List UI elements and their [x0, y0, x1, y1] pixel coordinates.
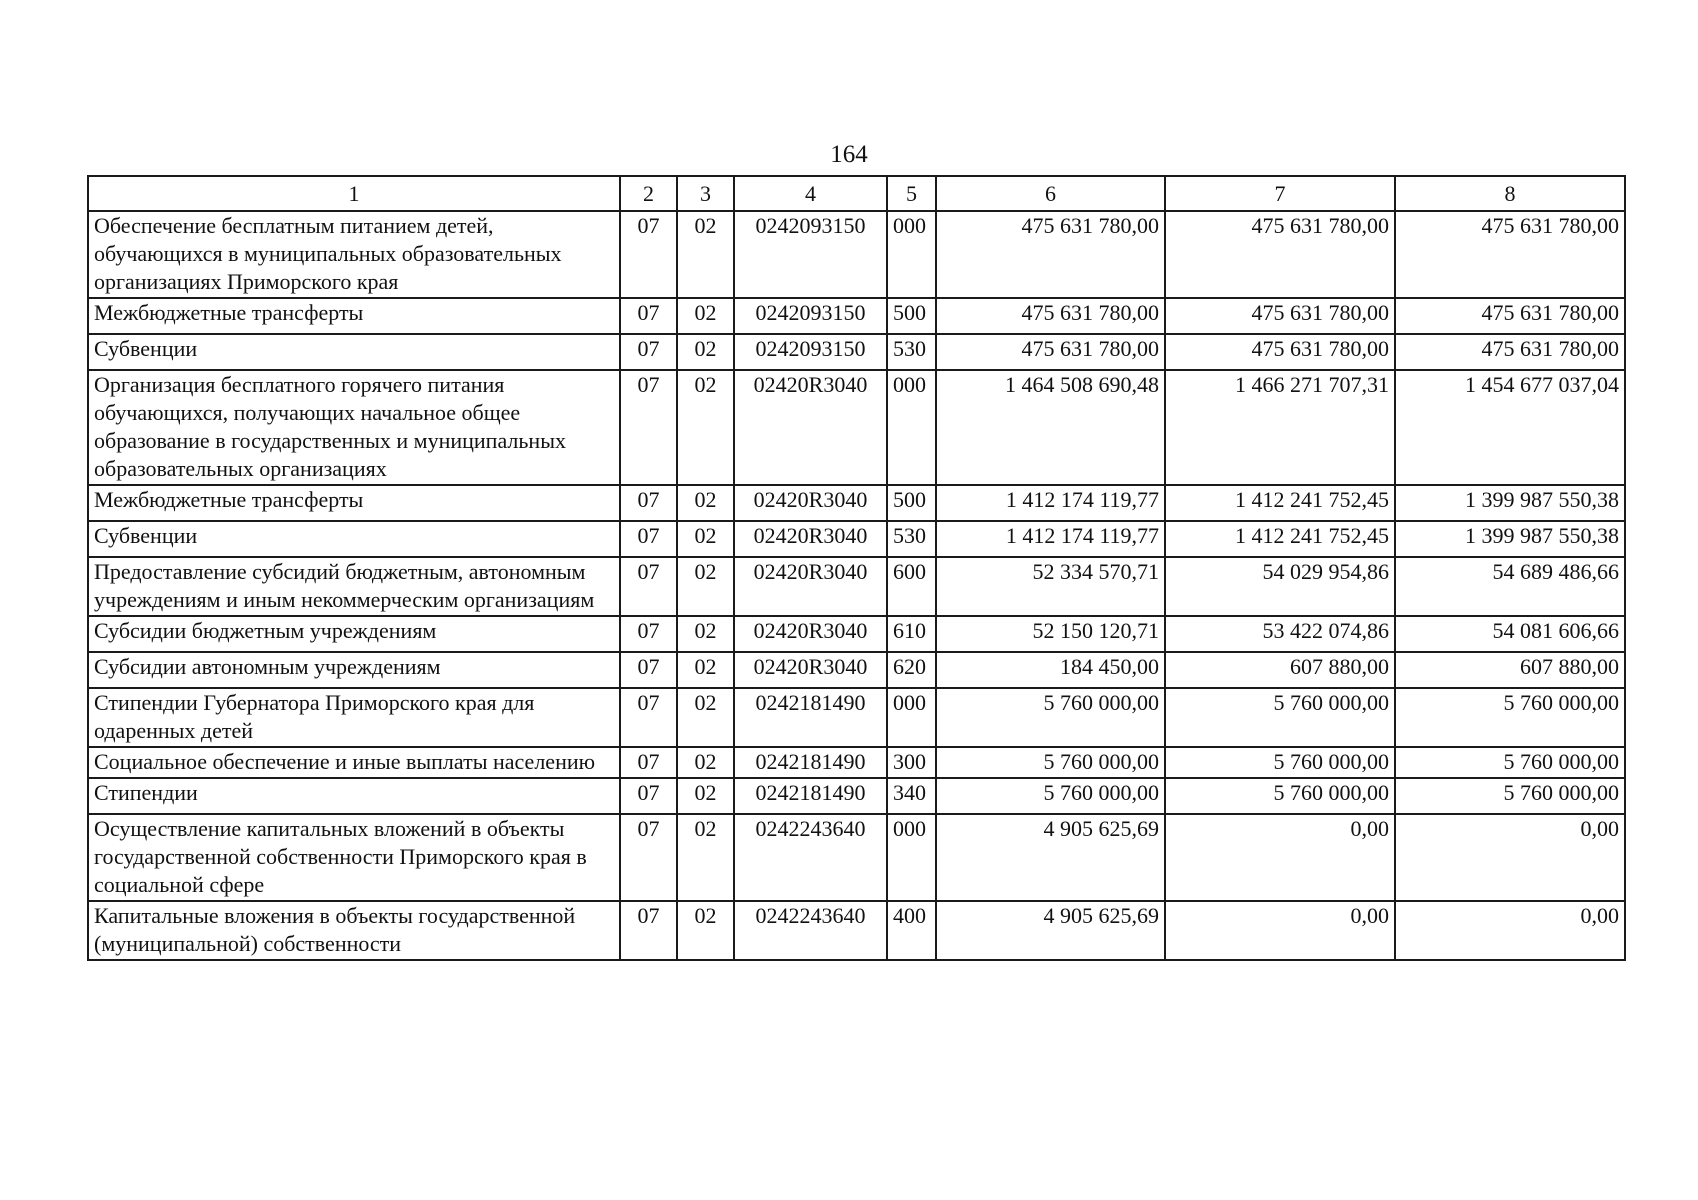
table-row — [88, 521, 1625, 557]
row-name: Межбюджетные трансферты — [88, 298, 620, 334]
row-name: Субсидии бюджетным учреждениям — [88, 616, 620, 652]
row-target-article: 02420R3040 — [734, 652, 887, 688]
row-amount-col7: 5 760 000,00 — [1165, 688, 1395, 747]
row-name: Капитальные вложения в объекты государственной (муниципальной) собственности — [88, 901, 620, 960]
row-amount-col8: 1 399 987 550,38 — [1395, 521, 1625, 557]
row-amount-col7: 0,00 — [1165, 901, 1395, 960]
row-amount-col7: 5 760 000,00 — [1165, 778, 1395, 814]
row-target-article: 02420R3040 — [734, 370, 887, 485]
row-amount-col8: 607 880,00 — [1395, 652, 1625, 688]
row-section: 07 — [620, 901, 677, 960]
row-subsection: 02 — [677, 521, 734, 557]
row-subsection: 02 — [677, 747, 734, 778]
row-expense-type: 530 — [887, 334, 936, 370]
table-row — [88, 298, 1625, 334]
row-expense-type: 500 — [887, 298, 936, 334]
column-header-6: 6 — [936, 176, 1165, 211]
row-name: Осуществление капитальных вложений в объекты государственной собственности Приморского края в социальной сфере — [88, 814, 620, 901]
column-header-3: 3 — [677, 176, 734, 211]
row-amount-col6: 184 450,00 — [936, 652, 1165, 688]
table-row — [88, 557, 1625, 616]
row-target-article: 02420R3040 — [734, 616, 887, 652]
table-row — [88, 688, 1625, 747]
row-section: 07 — [620, 485, 677, 521]
row-amount-col8: 54 081 606,66 — [1395, 616, 1625, 652]
row-subsection: 02 — [677, 778, 734, 814]
row-expense-type: 610 — [887, 616, 936, 652]
row-section: 07 — [620, 778, 677, 814]
row-amount-col6: 1 412 174 119,77 — [936, 485, 1165, 521]
table-header-row — [88, 176, 1625, 211]
row-name: Субсидии автономным учреждениям — [88, 652, 620, 688]
row-section: 07 — [620, 652, 677, 688]
table-row — [88, 334, 1625, 370]
row-subsection: 02 — [677, 211, 734, 298]
row-amount-col8: 5 760 000,00 — [1395, 747, 1625, 778]
row-target-article: 0242093150 — [734, 211, 887, 298]
column-header-2: 2 — [620, 176, 677, 211]
row-name: Предоставление субсидий бюджетным, автономным учреждениям и иным некоммерческим организациям — [88, 557, 620, 616]
table-row — [88, 652, 1625, 688]
row-name: Субвенции — [88, 334, 620, 370]
column-header-7: 7 — [1165, 176, 1395, 211]
row-amount-col6: 52 150 120,71 — [936, 616, 1165, 652]
row-target-article: 0242181490 — [734, 688, 887, 747]
budget-table — [87, 175, 1626, 961]
row-expense-type: 530 — [887, 521, 936, 557]
row-subsection: 02 — [677, 652, 734, 688]
row-amount-col8: 54 689 486,66 — [1395, 557, 1625, 616]
row-amount-col8: 1 454 677 037,04 — [1395, 370, 1625, 485]
row-name: Социальное обеспечение и иные выплаты населению — [88, 747, 620, 778]
row-subsection: 02 — [677, 370, 734, 485]
row-target-article: 0242181490 — [734, 778, 887, 814]
row-name: Организация бесплатного горячего питания обучающихся, получающих начальное общее образование в государственных и муниципальных образовательных организациях — [88, 370, 620, 485]
row-subsection: 02 — [677, 334, 734, 370]
row-amount-col6: 4 905 625,69 — [936, 901, 1165, 960]
row-amount-col8: 0,00 — [1395, 901, 1625, 960]
row-section: 07 — [620, 814, 677, 901]
row-name: Субвенции — [88, 521, 620, 557]
row-section: 07 — [620, 211, 677, 298]
row-amount-col7: 475 631 780,00 — [1165, 211, 1395, 298]
row-target-article: 02420R3040 — [734, 557, 887, 616]
row-subsection: 02 — [677, 557, 734, 616]
row-amount-col7: 1 466 271 707,31 — [1165, 370, 1395, 485]
row-target-article: 02420R3040 — [734, 521, 887, 557]
row-target-article: 0242093150 — [734, 298, 887, 334]
row-amount-col6: 475 631 780,00 — [936, 334, 1165, 370]
row-amount-col8: 475 631 780,00 — [1395, 334, 1625, 370]
row-section: 07 — [620, 298, 677, 334]
row-expense-type: 000 — [887, 370, 936, 485]
table-row — [88, 485, 1625, 521]
row-amount-col6: 475 631 780,00 — [936, 298, 1165, 334]
row-subsection: 02 — [677, 901, 734, 960]
row-subsection: 02 — [677, 298, 734, 334]
row-amount-col6: 4 905 625,69 — [936, 814, 1165, 901]
row-expense-type: 300 — [887, 747, 936, 778]
row-amount-col8: 5 760 000,00 — [1395, 688, 1625, 747]
table-row — [88, 778, 1625, 814]
row-amount-col7: 54 029 954,86 — [1165, 557, 1395, 616]
row-amount-col8: 475 631 780,00 — [1395, 298, 1625, 334]
row-section: 07 — [620, 334, 677, 370]
row-name: Межбюджетные трансферты — [88, 485, 620, 521]
row-amount-col7: 475 631 780,00 — [1165, 334, 1395, 370]
row-amount-col7: 5 760 000,00 — [1165, 747, 1395, 778]
row-amount-col6: 5 760 000,00 — [936, 747, 1165, 778]
row-expense-type: 340 — [887, 778, 936, 814]
row-amount-col6: 52 334 570,71 — [936, 557, 1165, 616]
row-amount-col8: 5 760 000,00 — [1395, 778, 1625, 814]
row-amount-col8: 475 631 780,00 — [1395, 211, 1625, 298]
row-section: 07 — [620, 616, 677, 652]
row-subsection: 02 — [677, 485, 734, 521]
row-amount-col6: 5 760 000,00 — [936, 688, 1165, 747]
row-expense-type: 000 — [887, 211, 936, 298]
row-section: 07 — [620, 557, 677, 616]
column-header-1: 1 — [88, 176, 620, 211]
row-amount-col6: 1 412 174 119,77 — [936, 521, 1165, 557]
column-header-4: 4 — [734, 176, 887, 211]
table-row — [88, 616, 1625, 652]
row-target-article: 02420R3040 — [734, 485, 887, 521]
row-amount-col7: 1 412 241 752,45 — [1165, 521, 1395, 557]
table-row — [88, 901, 1625, 960]
row-amount-col7: 475 631 780,00 — [1165, 298, 1395, 334]
row-subsection: 02 — [677, 688, 734, 747]
row-amount-col6: 475 631 780,00 — [936, 211, 1165, 298]
table-row — [88, 370, 1625, 485]
row-expense-type: 500 — [887, 485, 936, 521]
row-expense-type: 400 — [887, 901, 936, 960]
row-section: 07 — [620, 747, 677, 778]
table-row — [88, 814, 1625, 901]
row-amount-col7: 1 412 241 752,45 — [1165, 485, 1395, 521]
row-amount-col7: 53 422 074,86 — [1165, 616, 1395, 652]
page-number: 164 — [830, 141, 868, 168]
row-amount-col7: 0,00 — [1165, 814, 1395, 901]
row-name: Стипендии Губернатора Приморского края для одаренных детей — [88, 688, 620, 747]
row-target-article: 0242093150 — [734, 334, 887, 370]
row-target-article: 0242243640 — [734, 814, 887, 901]
row-section: 07 — [620, 688, 677, 747]
row-amount-col8: 1 399 987 550,38 — [1395, 485, 1625, 521]
row-amount-col7: 607 880,00 — [1165, 652, 1395, 688]
row-amount-col8: 0,00 — [1395, 814, 1625, 901]
row-subsection: 02 — [677, 814, 734, 901]
column-header-5: 5 — [887, 176, 936, 211]
row-section: 07 — [620, 370, 677, 485]
row-expense-type: 000 — [887, 814, 936, 901]
row-expense-type: 600 — [887, 557, 936, 616]
row-expense-type: 000 — [887, 688, 936, 747]
row-amount-col6: 1 464 508 690,48 — [936, 370, 1165, 485]
table-row — [88, 211, 1625, 298]
row-section: 07 — [620, 521, 677, 557]
row-name: Обеспечение бесплатным питанием детей, обучающихся в муниципальных образовательных организациях Приморского края — [88, 211, 620, 298]
row-name: Стипендии — [88, 778, 620, 814]
table-row — [88, 747, 1625, 778]
row-target-article: 0242181490 — [734, 747, 887, 778]
row-subsection: 02 — [677, 616, 734, 652]
column-header-8: 8 — [1395, 176, 1625, 211]
row-amount-col6: 5 760 000,00 — [936, 778, 1165, 814]
row-target-article: 0242243640 — [734, 901, 887, 960]
row-expense-type: 620 — [887, 652, 936, 688]
